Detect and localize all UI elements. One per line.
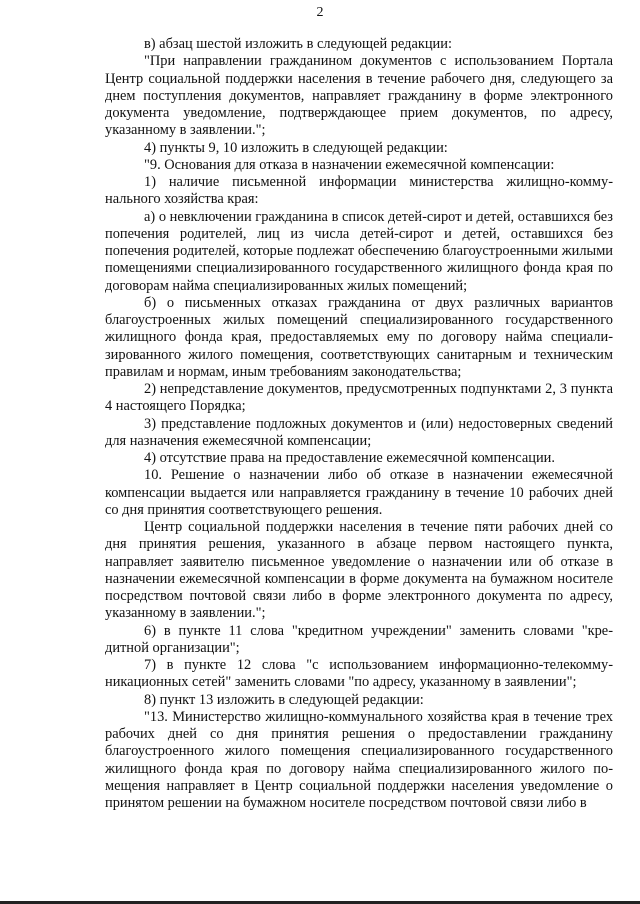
paragraph: 1) наличие письменной информации министерства жилищно-коммунального хозяйства края: bbox=[105, 174, 613, 208]
paragraph: 4) отсутствие права на предоставление ежемесячной компенсации. bbox=[144, 450, 555, 466]
paragraph: Центр социальной поддержки населения в течение пяти рабочих дней со дня принятия решения, указанного в абзаце первом настоящего пункта, направляет заявителю письменное уведомление о назначении или об отказе в назначении ежемесячной компенсации в форме документа на бумажном носителе посредством почтовой связи либо в форме электронного документа по адресу, указанному в заявлении."; bbox=[105, 519, 613, 622]
paragraph: 2) непредставление документов, предусмотренных подпунктами 2, 3 пункта 4 настоящего Порядка; bbox=[105, 381, 613, 415]
page-number: 2 bbox=[316, 5, 324, 20]
document-body bbox=[105, 36, 613, 812]
paragraph: в) абзац шестой изложить в следующей редакции: bbox=[144, 36, 452, 52]
paragraph: 8) пункт 13 изложить в следующей редакции: bbox=[144, 691, 424, 708]
paragraph: а) о невключении гражданина в список детей-сирот и детей, оставшихся без попечения родителей, лиц из числа детей-сирот и детей, оставшихся без попечения родителей, которые подлежат обеспечению благоустроенными жилыми помещениями специализированного государственного жилищного фонда края по договорам найма специализированных жилых помещений; bbox=[105, 208, 613, 294]
paragraph: "13. Министерство жилищно-коммунального хозяйства края в течение трех рабочих дней со дня принятия решения о предоставлении гражданину благоустроенного жилого помещения специализированного государственного жилищного фонда края по договору найма специализированного жилого помещения направляет в Центр социальной поддержки населения уведомление о принятом решении на бумажном носителе посредством почтовой связи либо в bbox=[105, 708, 613, 811]
paragraph: 10. Решение о назначении либо об отказе в назначении ежемесячной компенсации выдается или направляется гражданину в течение 10 рабочих дней со дня принятия соответствующего решения. bbox=[105, 467, 613, 518]
paragraph: 3) представление подложных документов и (или) недостоверных сведений для назначения ежемесячной компенсации; bbox=[105, 415, 613, 449]
paragraph: 6) в пункте 11 слова "кредитном учреждении" заменить словами "кредитной организации"; bbox=[105, 622, 613, 656]
paragraph: 4) пункты 9, 10 изложить в следующей редакции: bbox=[144, 139, 448, 156]
paragraph: "9. Основания для отказа в назначении ежемесячной компенсации: bbox=[144, 156, 555, 173]
paragraph: "При направлении гражданином документов с использованием Портала Центр социальной поддержки населения в течение рабочего дня, следующего за днем поступления документов, направляет гражданину в форме электронного документа уведомление, подтверждающее прием документов, по адресу, указанному в заявлении."; bbox=[105, 53, 613, 139]
paragraph: 7) в пункте 12 слова "с использованием информационно-телекоммуникационных сетей" заменить словами "по адресу, указанному в заявлении"; bbox=[105, 657, 613, 691]
paragraph: б) о письменных отказах гражданина от двух различных вариантов благоустроенных жилых помещений специализированного государственного жилищного фонда края, предоставляемых ему по договору найма специализированного жилого помещения, соответствующих санитарным и техническим правилам и нормам, иным требованиям законодательства; bbox=[105, 294, 613, 380]
